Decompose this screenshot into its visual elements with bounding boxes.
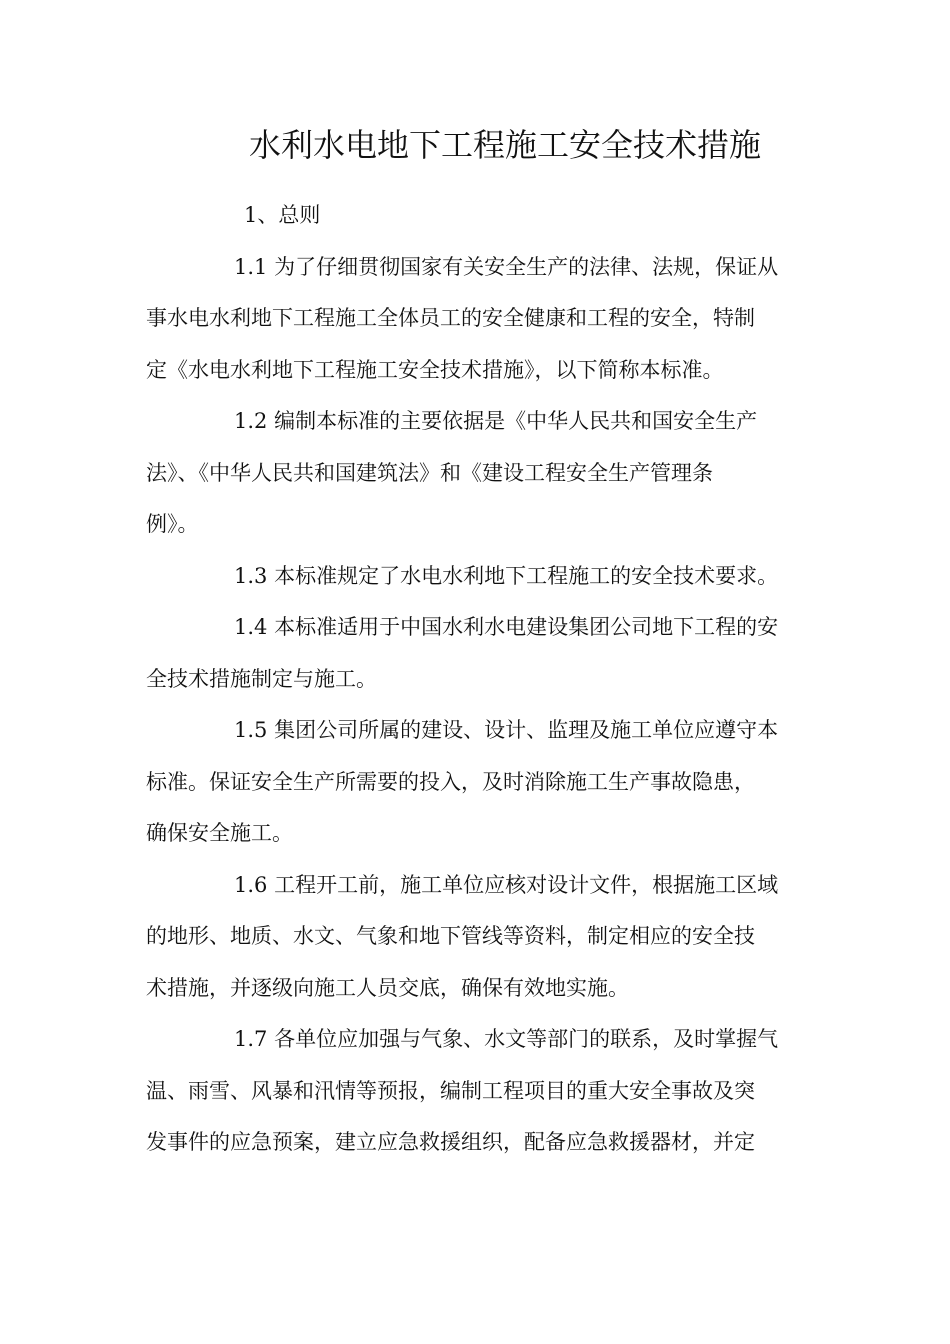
- paragraph-line: 1.4 本标准适用于中国水利水电建设集团公司地下工程的安: [234, 615, 779, 639]
- paragraph-line: 1.1 为了仔细贯彻国家有关安全生产的法律、法规，保证从: [234, 254, 779, 279]
- paragraph-line: 例》。: [146, 512, 199, 536]
- paragraph-line: 事水电水利地下工程施工全体员工的安全健康和工程的安全，特制: [146, 306, 755, 330]
- paragraph-line: 的地形、地质、水文、气象和地下管线等资料，制定相应的安全技: [146, 924, 755, 948]
- paragraph-line: 发事件的应急预案，建立应急救援组织，配备应急救援器材，并定: [146, 1130, 755, 1154]
- paragraph-line: 法》、《中华人民共和国建筑法》和《建设工程安全生产管理条: [146, 460, 713, 485]
- paragraph-1-7: [146, 1014, 806, 1169]
- paragraph-line: 温、雨雪、风暴和汛情等预报，编制工程项目的重大安全事故及突: [146, 1078, 755, 1103]
- paragraph-1-3: [146, 551, 806, 603]
- paragraph-line: 1.6 工程开工前，施工单位应核对设计文件，根据施工区域: [234, 872, 779, 897]
- paragraph-line: 1.2 编制本标准的主要依据是《中华人民共和国安全生产: [234, 409, 758, 433]
- paragraph-line: 1.7 各单位应加强与气象、水文等部门的联系，及时掌握气: [234, 1027, 779, 1051]
- document-title: 水利水电地下工程施工安全技术措施: [248, 126, 761, 164]
- paragraph-1-2: [146, 396, 806, 551]
- paragraph-line: 全技术措施制定与施工。: [146, 666, 377, 691]
- paragraph-line: 1.3 本标准规定了水电水利地下工程施工的安全技术要求。: [234, 563, 779, 588]
- paragraph-1-1: [146, 242, 806, 397]
- section-heading: 1、总则: [244, 203, 321, 227]
- paragraph-1-5: [146, 705, 806, 860]
- paragraph-line: 术措施，并逐级向施工人员交底，确保有效地实施。: [146, 975, 629, 1000]
- paragraph-line: 定《水电水利地下工程施工安全技术措施》，以下简称本标准。: [146, 357, 724, 382]
- paragraph-1-4: [146, 602, 806, 705]
- paragraph-line: 确保安全施工。: [146, 821, 293, 845]
- document-body: [146, 190, 806, 1169]
- paragraph-line: 1.5 集团公司所属的建设、设计、监理及施工单位应遵守本: [234, 718, 779, 742]
- paragraph-line: 标准。保证安全生产所需要的投入，及时消除施工生产事故隐患，: [146, 769, 755, 794]
- paragraph-1-6: [146, 860, 806, 1015]
